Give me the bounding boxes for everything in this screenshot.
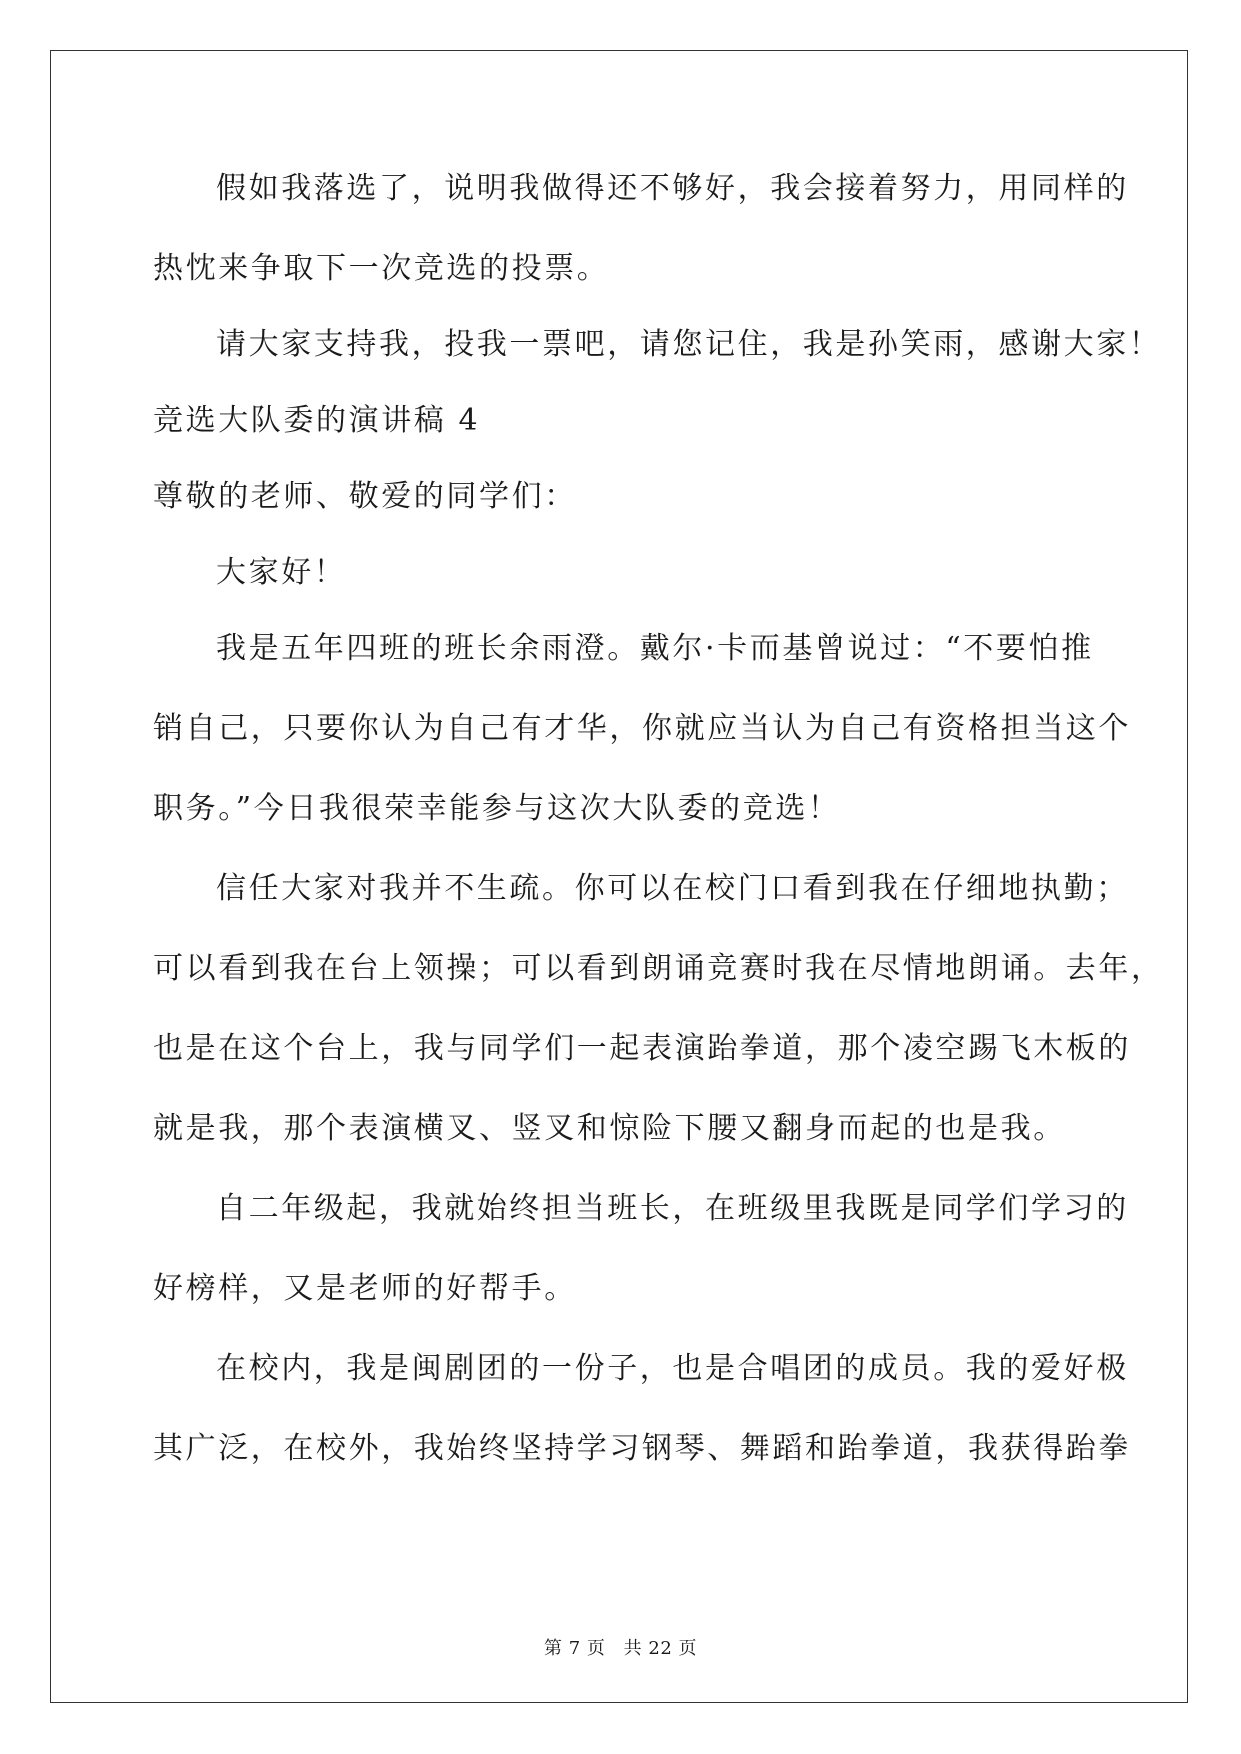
page-footer: [0, 1634, 1241, 1660]
paragraph-line: 在校内，我是闽剧团的一份子，也是合唱团的成员。我的爱好极: [216, 1351, 1129, 1386]
document-body: [153, 160, 1164, 1500]
page-number: 第 7 页: [544, 1638, 606, 1659]
paragraph-line: 假如我落选了，说明我做得还不够好，我会接着努力，用同样的: [216, 171, 1129, 206]
section-heading: 竞选大队委的演讲稿 4: [153, 403, 481, 438]
paragraph-line: 自二年级起，我就始终担当班长，在班级里我既是同学们学习的: [216, 1191, 1129, 1226]
paragraph-line: 信任大家对我并不生疏。你可以在校门口看到我在仔细地执勤；: [216, 871, 1129, 906]
paragraph-line: 销自己，只要你认为自己有才华，你就应当认为自己有资格担当这个: [153, 711, 1131, 746]
greeting: 大家好！: [216, 555, 347, 590]
paragraph-line: 就是我，那个表演横叉、竖叉和惊险下腰又翻身而起的也是我。: [153, 1111, 1066, 1146]
paragraph-line: 请大家支持我，投我一票吧，请您记住，我是孙笑雨，感谢大家！: [216, 327, 1162, 362]
paragraph-line: 其广泛，在校外，我始终坚持学习钢琴、舞蹈和跆拳道，我获得跆拳: [153, 1431, 1131, 1466]
paragraph-line: 也是在这个台上，我与同学们一起表演跆拳道，那个凌空踢飞木板的: [153, 1031, 1131, 1066]
paragraph-line: 好榜样，又是老师的好帮手。: [153, 1271, 577, 1306]
page-total: 共 22 页: [623, 1638, 697, 1659]
paragraph-line: 热忱来争取下一次竞选的投票。: [153, 251, 610, 286]
paragraph-line: 可以看到我在台上领操；可以看到朗诵竞赛时我在尽情地朗诵。去年，: [153, 951, 1164, 986]
paragraph-line: 我是五年四班的班长余雨澄。戴尔·卡而基曾说过：“不要怕推: [216, 631, 1094, 666]
paragraph-line: 职务。”今日我很荣幸能参与这次大队委的竞选！: [153, 791, 841, 826]
salutation: 尊敬的老师、敬爱的同学们：: [153, 479, 577, 514]
